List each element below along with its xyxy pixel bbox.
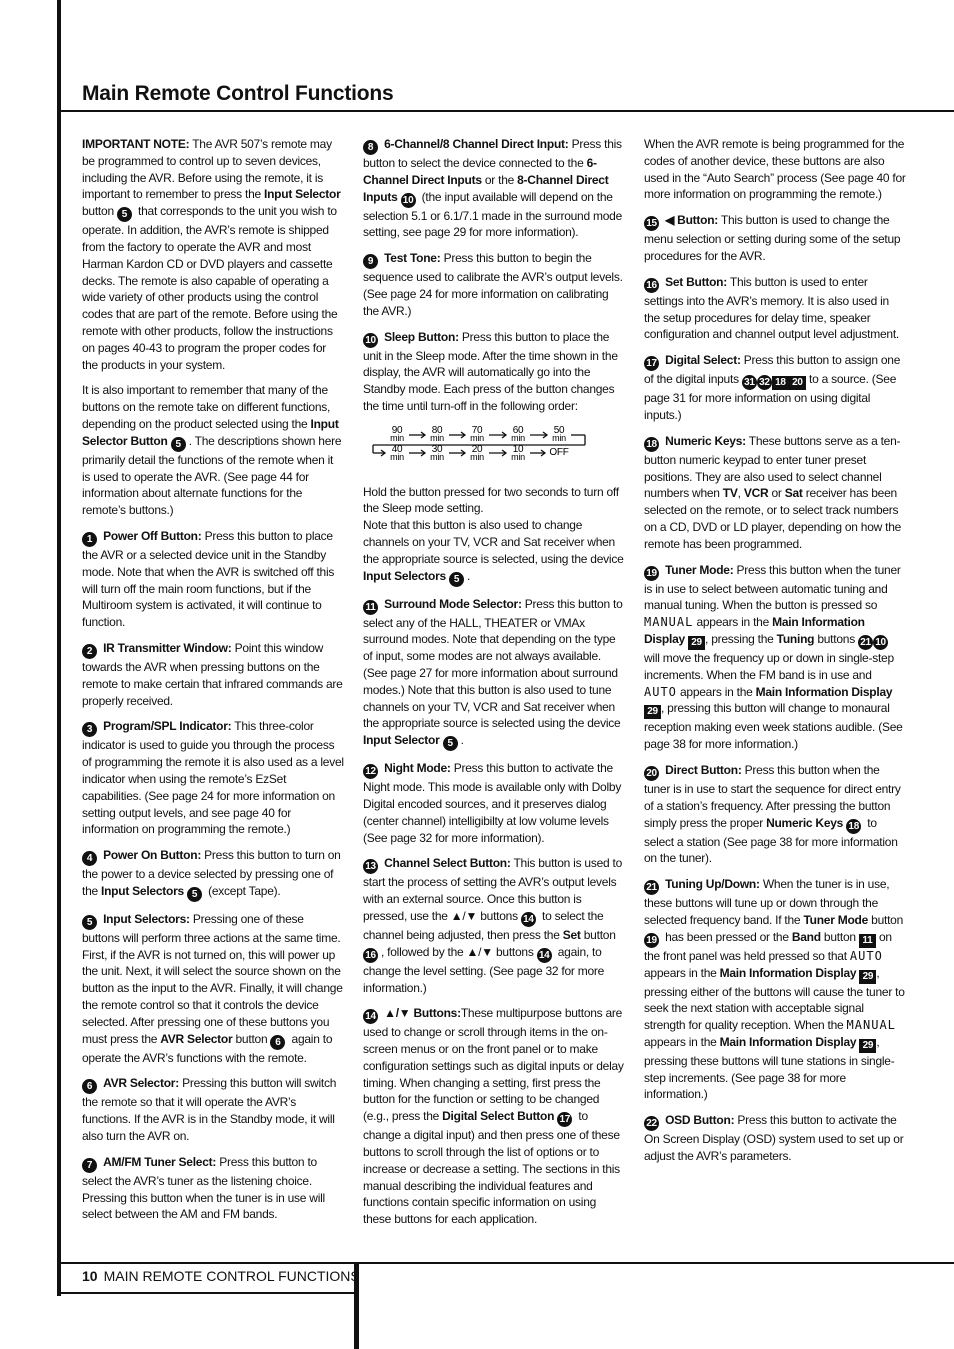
item-left-button: 15 ◀ Button: This button is used to change the menu selection or setting during some of the setup procedures for the AVR.: [644, 213, 901, 263]
sleep-timer-sequence-diagram: [363, 421, 593, 471]
sleep-unit-label: min: [511, 432, 525, 443]
ref-square-badge: 29: [644, 705, 661, 719]
item-tuner-mode: 19 Tuner Mode: Press this button when the tuner is in use to select between automatic tuning and manual tuning. When the button is pressed so MANUAL appears in the Main Information Display 29 , pressing the Tuning buttons 21 10 will move the frequency up or down in single-step increments. When the FM band is in use and AUTO appears in the Main Information Display 29 , pressing this button will change to monaural reception making even week stations audible. (See page 38 for more information.): [644, 562, 903, 752]
page-title: Main Remote Control Functions: [82, 82, 394, 105]
ref-badge: 17: [557, 1112, 572, 1127]
item-tuning-up-down: 21 Tuning Up/Down: When the tuner is in use, these buttons will tune up or down through the selected frequency band. If the Tuner Mode button 19 has been pressed or the Band button 11 on the front panel was held pressed so that AUTO appears in the Main Information Display 29 , pressing either of the buttons will cause the tuner to seek the next station with acceptable signal strength for quality reception. When the MANUAL appears in the Main Information Display 29 , pressing these buttons will tune stations in single-step increments. (See page 38 for more information.): [644, 877, 905, 1102]
item-number-badge: 14: [363, 1009, 378, 1024]
title-rule: [57, 110, 954, 112]
ref-square-badge: 11: [859, 934, 876, 948]
display-text: AUTO: [849, 948, 883, 963]
item-number-badge: 16: [644, 278, 659, 293]
ref-badge: 31: [742, 375, 757, 390]
sleep-value-label: 20: [471, 443, 483, 455]
ref-square-badge: 20: [789, 376, 806, 390]
ref-square-badge: 29: [688, 636, 705, 650]
item-number-badge: 10: [363, 333, 378, 348]
footer-rule: [57, 1262, 954, 1264]
item-direct-input: 8 6-Channel/8 Channel Direct Input: Press this button to select the device connected to the 6-Channel Direct Inputs or the 8-Channel Direct Inputs 10 (the input available will depend on the selection 5.1 or 6.1/7.1 made in the surround mode setting, see page 29 for more information).: [363, 137, 622, 240]
sleep-value-label: 70: [471, 424, 483, 436]
item-number-badge: 8: [363, 140, 378, 155]
sleep-value-label: 10: [512, 443, 524, 455]
sleep-value-label: 90: [391, 424, 403, 436]
item-program-indicator: 3 Program/SPL Indicator: This three-color indicator is used to guide you through the process of programming the remote it is also used as a level indicator when using the remote’s EzSet capabilities. (See page 24 for more information on setting output levels, and see page 40 for information on programming the remote.): [82, 719, 344, 837]
item-number-badge: 11: [363, 600, 378, 615]
ref-badge: 5: [117, 207, 132, 222]
item-power-off: 1 Power Off Button: Press this button to place the AVR or a selected device unit in the Standby mode. Note that when the AVR is switched off this will turn off the main room functions, but if the Multiroom system is activated, it will continue to function.: [82, 528, 335, 630]
item-number-badge: 19: [644, 566, 659, 581]
item-number-badge: 20: [644, 766, 659, 781]
item-number-badge: 2: [82, 644, 97, 659]
item-number-badge: 15: [644, 216, 659, 231]
item-input-selectors: 5 Input Selectors: Pressing one of these buttons will perform three actions at the same time. First, if the AVR is not turned on, this will power up the unit. Next, it will select the source shown on the button as the input to the AVR. Finally, it will change the remote control so that it controls the device selected. After pressing one of these buttons you must press the AVR Selector button 6 again to operate the AVR’s functions with the remote.: [82, 911, 343, 1065]
display-text: AUTO: [644, 684, 677, 699]
ref-badge: 5: [449, 572, 464, 587]
item-channel-select: 13 Channel Select Button: This button is used to start the process of setting the AVR’s output levels with an external source. Once this button is pressed, use the ▲/▼ buttons 14 to select the channel being adjusted, then press the Set button 16 , followed by the ▲/▼ buttons 14 again, to change the level setting. (See page 32 for more information.): [363, 856, 623, 995]
item-number-badge: 22: [644, 1116, 659, 1131]
item-number-badge: 1: [82, 532, 97, 547]
item-surround-mode: 11 Surround Mode Selector: Press this button to select any of the HALL, THEATER or VMAx surround modes. Note that depending on the type of input, some modes are not always available. (See page 27 for more information about surround modes.) Note that this button is also used to tune channels on your TV, VCR and Sat receiver when the appropriate source is selected using the device Input Selector 5 .: [363, 596, 623, 750]
ref-square-badge: 29: [859, 970, 876, 984]
item-number-badge: 17: [644, 356, 659, 371]
item-avr-selector: 6 AVR Selector: Pressing this button will switch the remote so that it will operate the AVR’s functions. If the AVR is in the Standby mode, it will also turn the AVR on.: [82, 1076, 337, 1144]
ref-square-badge: 29: [859, 1039, 876, 1053]
item-number-badge: 18: [644, 437, 659, 452]
item-number-badge: 5: [82, 915, 97, 930]
sleep-unit-label: min: [390, 432, 404, 443]
sleep-unit-label: min: [430, 451, 444, 462]
sleep-value-label: OFF: [549, 446, 569, 458]
auto-search-note: When the AVR remote is being programmed for the codes of another device, these buttons are also used in the “Auto Search” process (See page 40 for more information on programming the remote.): [644, 137, 906, 202]
item-set-button: 16 Set Button: This button is used to enter settings into the AVR’s memory. It is also used in the setup procedures for delay time, speaker configuration and channel output level adjustment.: [644, 274, 900, 342]
display-text: MANUAL: [644, 615, 694, 630]
ref-badge: 21: [858, 635, 873, 650]
page-number: 10: [82, 1268, 98, 1284]
item-power-on: 4 Power On Button: Press this button to turn on the power to a device selected by pressing one of the Input Selectors 5 (except Tape).: [82, 848, 341, 900]
item-number-badge: 13: [363, 859, 378, 874]
ref-badge: 14: [521, 912, 536, 927]
item-number-badge: 9: [363, 254, 378, 269]
sleep-unit-label: min: [430, 432, 444, 443]
sleep-value-label: 50: [553, 424, 565, 436]
column-3: [644, 136, 906, 1174]
ref-badge: 16: [363, 948, 378, 963]
sleep-channel-note: Note that this button is also used to change channels on your TV, VCR and Sat receiver when the appropriate source is selected, using the device Input Selectors 5 .: [363, 518, 624, 585]
ref-badge: 5: [171, 437, 186, 452]
display-text: MANUAL: [846, 1018, 896, 1033]
left-vertical-rule: [57, 0, 61, 1296]
also-note: It is also important to remember that many of the buttons on the remote take on different functions, depending on the product selected using the Input Selector Button 5 . The descriptions shown here primarily detail the functions of the remote when it is used to operate the AVR. (See page 44 for information about alternate functions for the remote’s buttons.): [82, 383, 342, 518]
sleep-value-label: 30: [431, 443, 443, 455]
sleep-unit-label: min: [390, 451, 404, 462]
item-number-badge: 7: [82, 1158, 97, 1173]
sleep-row-top: [390, 425, 566, 443]
item-number-badge: 21: [644, 880, 659, 895]
page-footer: [82, 1268, 360, 1284]
ref-badge: 32: [757, 375, 772, 390]
item-ir-window: 2 IR Transmitter Window: Point this window towards the AVR when pressing buttons on the remote to make certain that infrared commands are properly received.: [82, 640, 343, 708]
item-test-tone: 9 Test Tone: Press this button to begin the sequence used to calibrate the AVR’s output levels. (See page 24 for more information on calibrating the AVR.): [363, 251, 623, 318]
ref-badge: 6: [270, 1035, 285, 1050]
item-digital-select: 17 Digital Select: Press this button to assign one of the digital inputs 31 32 18 20 to a source. (See page 31 for more information on using digital inputs.): [644, 353, 901, 422]
item-number-badge: 3: [82, 722, 97, 737]
item-osd-button: 22 OSD Button: Press this button to activate the On Screen Display (OSD) system used to set up or adjust the AVR’s parameters.: [644, 1113, 904, 1164]
ref-badge: 19: [644, 933, 659, 948]
ref-square-badge: 18: [772, 376, 789, 390]
ref-badge: 5: [443, 736, 458, 751]
item-numeric-keys: 18 Numeric Keys: These buttons serve as a ten-button numeric keypad to enter tuner preset positions. They are also used to select channel numbers when TV, VCR or Sat receiver has been selected on the remote, or to select track numbers on a CD, DVD or LD player, depending on how the remote has been programmed.: [644, 433, 902, 551]
footer-underline: [57, 1292, 357, 1294]
sleep-hold-note: Hold the button pressed for two seconds to turn off the Sleep mode setting.: [363, 484, 619, 516]
item-up-down-buttons: 14 ▲/▼ Buttons:These multipurpose buttons are used to change or scroll through items in the on-screen menus or on the front panel or to make configuration settings such as digital inputs or delay timing. When changing a setting, first press the button for the function or setting to be changed (e.g., press the Digital Select Button 17 to change a digital input) and then press one of these buttons to scroll through the list of options or to increase or decrease a setting. The sections in this manual describing the individual features and functions contain specific information on using these buttons for each application.: [363, 1006, 624, 1227]
sleep-unit-label: min: [470, 451, 484, 462]
important-note: IMPORTANT NOTE: The AVR 507’s remote may be programmed to control up to seven devices, including the AVR. Before using the remote, it is important to remember to press the Input Selector button 5 that corresponds to the unit you wish to operate. In addition, the AVR’s remote is shipped from the factory to operate the AVR and most Harman Kardon CD or DVD players and cassette decks. The remote is also capable of operating a wide variety of other products using the control codes that are part of the remote. Before using the remote with other products, follow the instructions on pages 40-43 to program the proper codes for the products in your system.: [82, 137, 341, 372]
sleep-value-label: 60: [512, 424, 524, 436]
ref-badge: 5: [187, 887, 202, 902]
item-night-mode: 12 Night Mode: Press this button to activate the Night mode. This mode is available only with Dolby Digital encoded sources, and it preserves dialog (center channel) intelligibilty at low volume levels (See page 32 for more information).: [363, 761, 622, 845]
item-sleep: 10 Sleep Button: Press this button to place the unit in the Sleep mode. After the time shown in the display, the AVR will automatically go into the Standby mode. Each press of the button changes the time until turn-off in the following order:: [363, 329, 618, 413]
column-2: [363, 136, 625, 1237]
ref-badge: 10: [401, 193, 416, 208]
ref-badge: 18: [846, 819, 861, 834]
item-number-badge: 6: [82, 1079, 97, 1094]
item-direct-button: 20 Direct Button: Press this button when the tuner is in use to start the sequence for direct entry of a station’s frequency. After pressing the button simply press the proper Numeric Keys 18 to select a station (See page 38 for more information on the tuner).: [644, 762, 901, 866]
sleep-unit-label: min: [552, 432, 566, 443]
sleep-value-label: 40: [391, 443, 403, 455]
ref-badge: 14: [537, 948, 552, 963]
column-1: [82, 136, 344, 1232]
item-number-badge: 12: [363, 764, 378, 779]
sleep-unit-label: min: [470, 432, 484, 443]
item-am-fm-select: 7 AM/FM Tuner Select: Press this button to select the AVR’s tuner as the listening choice. Pressing this button when the tuner is in use will select between the AM and FM bands.: [82, 1154, 325, 1222]
footer-section-title: MAIN REMOTE CONTROL FUNCTIONS: [103, 1268, 360, 1284]
sleep-value-label: 80: [431, 424, 443, 436]
item-number-badge: 4: [82, 851, 97, 866]
sleep-unit-label: min: [511, 451, 525, 462]
ref-badge: 10: [873, 635, 888, 650]
